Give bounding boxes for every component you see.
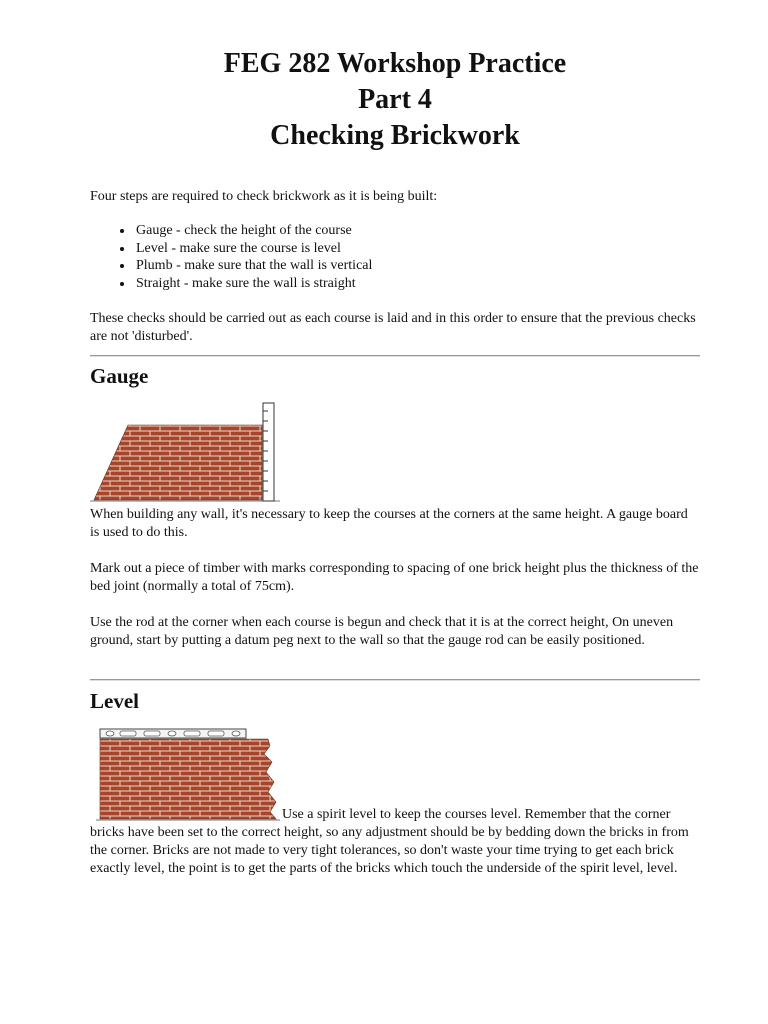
gauge-paragraph-3: Use the rod at the corner when each course is begun and check that it is at the correct height, On uneven ground, start by putting a datum peg next to the wall so that the gauge rod can be easily positioned. xyxy=(90,615,674,648)
document-title xyxy=(90,46,700,154)
intro-paragraph: Four steps are required to check brickwork as it is being built: xyxy=(90,189,438,204)
brick-wall-shape xyxy=(100,739,276,819)
title-line-2: Part 4 xyxy=(358,84,432,115)
title-line-3: Checking Brickwork xyxy=(270,120,520,151)
list-item: • Plumb - make sure that the wall is vertical xyxy=(134,257,700,275)
brick-wall-shape xyxy=(94,425,262,500)
steps-list xyxy=(90,222,700,292)
gauge-heading: Gauge xyxy=(90,364,149,388)
level-heading: Level xyxy=(90,689,139,713)
gauge-paragraph-2: Mark out a piece of timber with marks corresponding to spacing of one brick height plus the thickness of the bed joint (normally a total of 75cm). xyxy=(90,561,699,594)
level-paragraph: Use a spirit level to keep the courses level. Remember that the corner bricks have been set to the correct height, so any adjustment should be by bedding down the bricks in from the corner. Bricks are not made to very tight tolerances, so don't waste your time trying to get each brick exactly level, the point is to get the parts of the bricks which touch the underside of the spirit level, level. xyxy=(90,807,689,876)
section-divider xyxy=(90,355,700,357)
gauge-illustration xyxy=(90,401,280,503)
list-item: • Straight - make sure the wall is straight xyxy=(134,275,700,293)
level-figure-block xyxy=(90,726,700,878)
section-divider xyxy=(90,679,700,681)
list-item: • Level - make sure the course is level xyxy=(134,240,700,258)
list-item: • Gauge - check the height of the course xyxy=(134,222,700,240)
level-illustration xyxy=(90,726,280,822)
title-line-1: FEG 282 Workshop Practice xyxy=(223,48,567,79)
gauge-rod-icon xyxy=(263,403,274,501)
spirit-level-vials xyxy=(106,731,240,736)
order-note-paragraph: These checks should be carried out as each course is laid and in this order to ensure that the previous checks are not 'disturbed'. xyxy=(90,311,696,344)
gauge-paragraph-1: When building any wall, it's necessary to keep the courses at the corners at the same height. A gauge board is used to do this. xyxy=(90,507,688,540)
document-page xyxy=(90,0,700,878)
